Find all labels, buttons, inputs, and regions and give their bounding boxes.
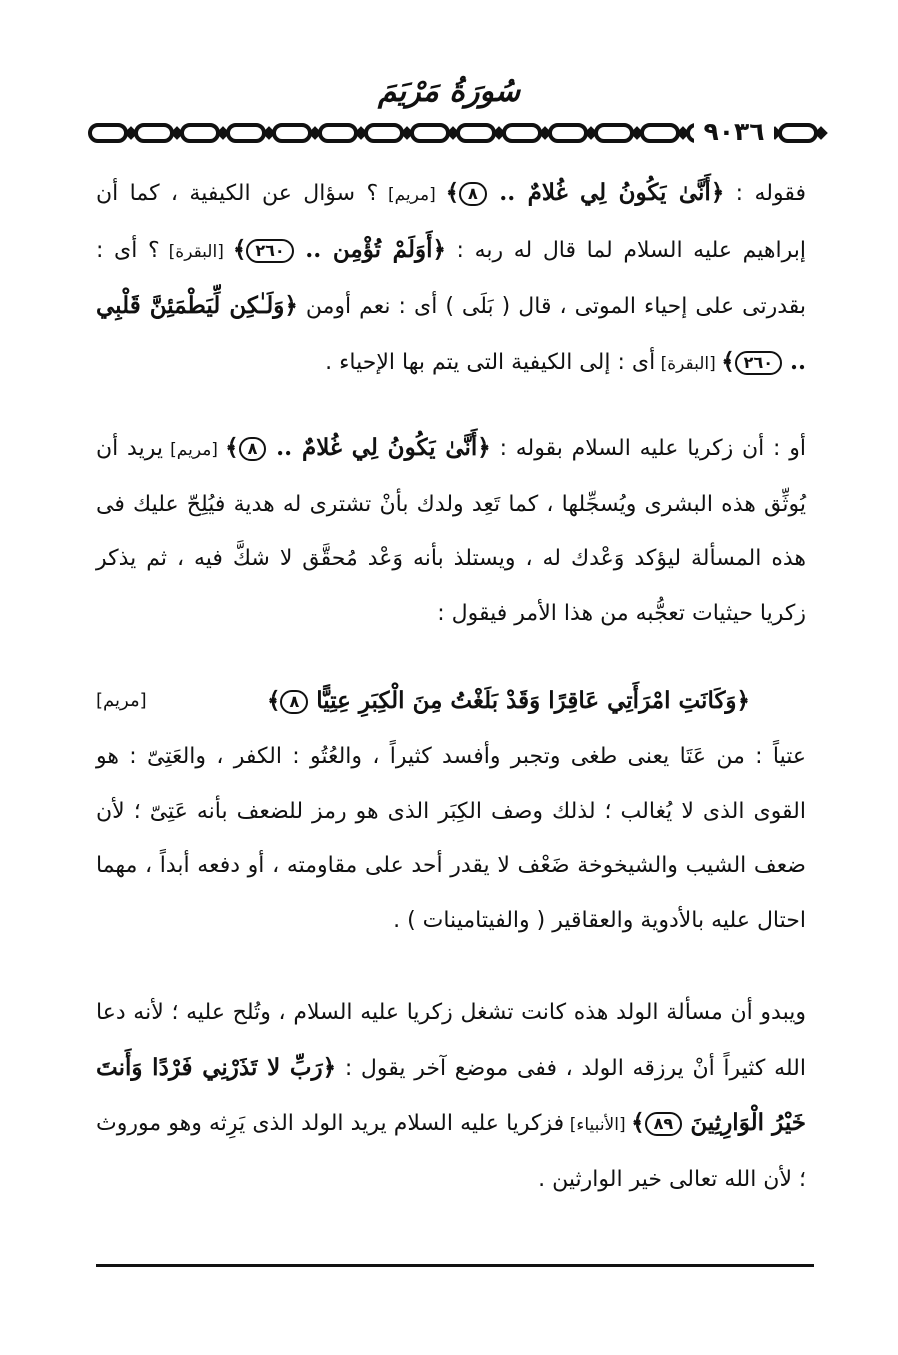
chain-link — [136, 125, 172, 141]
surah-reference: [البقرة] — [655, 353, 722, 374]
chain-joint — [127, 129, 135, 137]
chain-joint — [449, 129, 457, 137]
chain-link — [642, 125, 678, 141]
chain-joint — [403, 129, 411, 137]
chain-link — [182, 125, 218, 141]
chain-link — [550, 125, 586, 141]
surah-reference: [البقرة] — [159, 241, 233, 262]
quran-quote: ﴿أَنَّىٰ يَكُونُ لِي غُلامٌ .. ٨﴾ — [445, 179, 725, 206]
chain-link — [596, 125, 632, 141]
quran-quote: ﴿أَوَلَمْ تُؤْمِن .. ٢٦٠﴾ — [232, 235, 446, 263]
quran-quote: ﴿وَلَـٰكِن لِّيَطْمَئِنَّ قَلْبِي .. ٢٦٠﴾ — [96, 292, 806, 375]
chain-joint — [633, 129, 641, 137]
ayah-number-marker: ٢٦٠ — [246, 239, 293, 263]
chain-link — [504, 125, 540, 141]
text-run: ؟ سؤال عن الكيفية ، كما أن إبراهيم عليه السلام لما قال له ربه : — [96, 181, 806, 263]
quran-verse: ﴿وَكَانَتِ امْرَأَتِي عَاقِرًا وَقَدْ بَلَغْتُ مِنَ الْكِبَرِ عِتِيًّا ٨﴾ — [266, 687, 750, 714]
footer-rule — [96, 1264, 814, 1267]
ayah-number-marker: ٢٦٠ — [735, 351, 782, 375]
ayah-number-marker: ٨٩ — [645, 1112, 683, 1136]
chain-link — [458, 125, 494, 141]
chain-joint — [495, 129, 503, 137]
surah-reference: [مريم] — [96, 690, 147, 711]
ayah-number-marker: ٨ — [280, 690, 308, 714]
text-run: ؟ أى : بقدرتى على إحياء الموتى ، قال ( بَلَى ) أى : نعم أومن — [96, 237, 806, 319]
text-run: أو : أن زكريا عليه السلام بقوله : — [490, 436, 806, 461]
chain-joint — [679, 129, 687, 137]
surah-reference: [الأنبياء] — [564, 1115, 632, 1135]
text-run: فزكريا عليه السلام يريد الولد الذى يَرِثه وهو موروث ؛ لأن الله تعالى خير الوارثين . — [96, 1111, 806, 1192]
text-run: فقوله : — [724, 181, 806, 206]
chain-link — [412, 125, 448, 141]
surah-header-title: سُورَةُ مَرْيَمَ — [377, 74, 521, 109]
chain-link — [228, 125, 264, 141]
surah-reference: [مريم] — [162, 440, 226, 460]
chain-joint — [587, 129, 595, 137]
chain-joint — [817, 129, 825, 137]
chain-link — [90, 125, 126, 141]
text-run: أى : إلى الكيفية التى يتم بها الإحياء . — [325, 349, 656, 375]
chain-joint — [541, 129, 549, 137]
ayah-number-marker: ٨ — [239, 437, 267, 461]
chain-joint — [219, 129, 227, 137]
quran-verse-block — [96, 674, 806, 728]
text-run: ويبدو أن مسألة الولد هذه كانت تشغل زكريا عليه السلام ، وتُلح عليه ؛ لأنه دعا الله كثيراً أنْ يرزقه الولد ، ففى موضع آخر يقول : — [96, 1000, 806, 1081]
chain-joint — [357, 129, 365, 137]
paragraph-3: عتياً : من عَتَا يعنى طغى وتجبر وأفسد كثيراً ، والعُتُو : الكفر ، والعَتِىّ : هو القوى الذى لا يُغالب ؛ لذلك وصف الكِبَر الذى هو رمز للضعف بأنه عَتِىّ ؛ لأن ضعف الشيب والشيخوخة ضَعْف لا يقدر أحد على مقاومته ، أو دفعه أبداً ، مهما احتال عليه بالأدوية والعقاقير ( والفيتامينات ) . — [96, 744, 806, 933]
chain-joint — [311, 129, 319, 137]
paragraph-1 — [96, 166, 806, 391]
text-run: يريد أن يُوثِّق هذه البشرى ويُسجِّلها ، كما تَعِد ولدك بأنْ تشترى له هدية فيُلِحّ عليك فى هذه المسألة ليؤكد وَعْدك له ، ويستلذ بأنه وَعْد مُحقَّق لا شكَّ فيه ، ثم يذكر زكريا حيثيات تعجُّبه من هذا الأمر فيقول : — [96, 436, 806, 626]
quran-quote: ﴿أَنَّىٰ يَكُونُ لِي غُلامٌ .. ٨﴾ — [225, 434, 491, 461]
chain-joint — [265, 129, 273, 137]
ayah-number-marker: ٨ — [459, 182, 487, 206]
surah-reference: [مريم] — [378, 185, 446, 205]
chain-joint — [173, 129, 181, 137]
chain-link — [780, 125, 816, 141]
page-number: ٩٠٣٦ — [694, 117, 774, 147]
chain-link — [320, 125, 356, 141]
chain-link — [366, 125, 402, 141]
paragraph-2 — [96, 421, 806, 641]
quran-quote: ﴿رَبِّ لا تَذَرْنِي فَرْدًا وَأَنتَ خَيْرُ الْوَارِثِينَ ٨٩﴾ — [96, 1053, 806, 1136]
paragraph-4 — [96, 986, 806, 1207]
chain-link — [274, 125, 310, 141]
